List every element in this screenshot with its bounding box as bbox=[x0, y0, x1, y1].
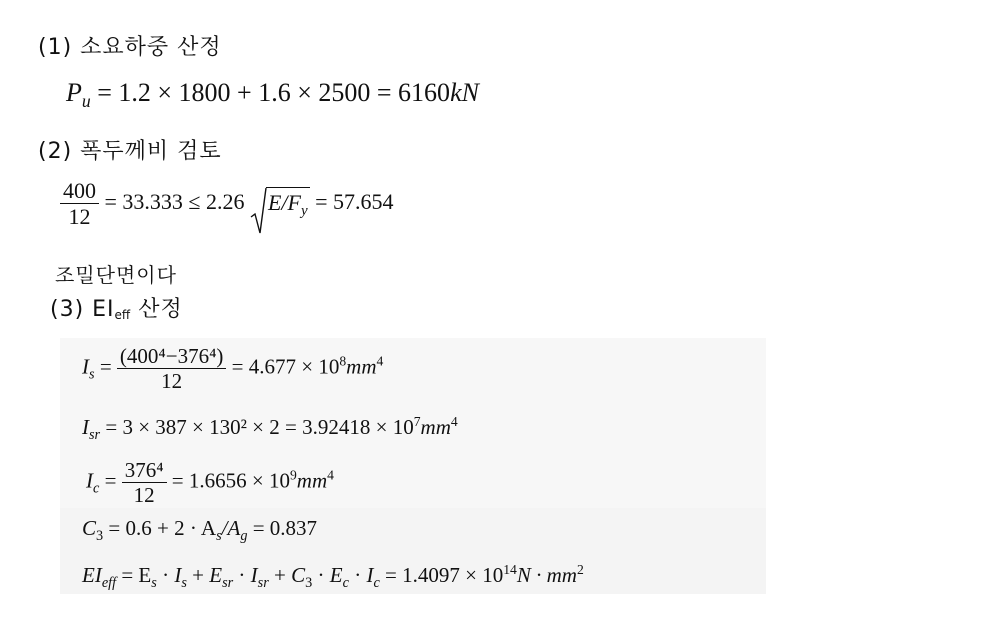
ic-numerator: 376⁴ bbox=[124, 458, 164, 482]
ei-value: = 1.4097 × 10 bbox=[379, 563, 504, 588]
ei-unit: N · mm bbox=[516, 563, 577, 588]
c3-divisor: /A bbox=[221, 516, 241, 540]
isr-value: = 3 × 387 × 130² × 2 = 3.92418 × 10 bbox=[100, 415, 414, 440]
c3-result: = 0.837 bbox=[247, 516, 318, 540]
is-value: = 4.677 × 10 bbox=[226, 354, 340, 379]
pu-expression: = 1.2 × 1800 + 1.6 × 2500 = 6160 bbox=[90, 78, 451, 107]
equation-c3: $C_3 = 0.6 + 2 \cdot A_s/A_g = 0.837$ bbox=[82, 516, 318, 544]
fraction-is bbox=[117, 344, 226, 393]
conclusion-compact-section: 조밀단면이다 bbox=[55, 263, 177, 287]
heading-width-thickness: (2) 폭두께비 검토 bbox=[38, 139, 222, 164]
pu-symbol: P bbox=[66, 78, 82, 107]
equation-width-thickness bbox=[60, 178, 394, 230]
ic-unit: mm bbox=[296, 468, 328, 493]
fraction-denominator: 12 bbox=[60, 203, 99, 229]
equation-ei-eff: $EI_{eff} = E_s \cdot I_s + E_{sr} \cdot I_{sr} + C_3 \cdot E_c \cdot I_c = 1.4097 \times 10^{14}N \cdot mm^2$ bbox=[82, 562, 584, 592]
is-denominator: 12 bbox=[117, 368, 226, 393]
is-unit: mm bbox=[346, 354, 377, 379]
ic-unit-exponent: 4 bbox=[327, 467, 334, 483]
sqrt-content: E/F bbox=[267, 190, 301, 216]
ei-unit-exponent: 2 bbox=[576, 562, 584, 577]
fraction-400-12 bbox=[60, 178, 99, 230]
isr-unit-exponent: 4 bbox=[450, 414, 458, 429]
ic-value: = 1.6656 × 10 bbox=[166, 468, 290, 493]
isr-unit: mm bbox=[420, 415, 451, 440]
equation-pu bbox=[66, 78, 479, 112]
equation-is: $I_s$ = $\frac{\text{(400⁴−376⁴)}}{12}$ = $4.677 \times 10^8mm^4$ bbox=[82, 344, 384, 394]
fraction-ic bbox=[122, 458, 167, 507]
sqrt-subscript: y bbox=[300, 203, 308, 220]
ei-exponent: 14 bbox=[503, 562, 517, 577]
c3-expression: = 0.6 + 2 · A bbox=[103, 516, 217, 540]
sqrt-e-fy bbox=[250, 187, 310, 220]
heading-ei-subscript: eff bbox=[114, 308, 131, 322]
pu-unit: kN bbox=[450, 78, 479, 107]
ei-expression-start: = E bbox=[116, 563, 152, 588]
heading-ei-prefix: (3) EI bbox=[50, 297, 115, 322]
ratio-expression: = 33.333 ≤ 2.26 bbox=[99, 188, 245, 214]
fraction-numerator: 400 bbox=[63, 178, 96, 203]
equation-ic: $I_c$ = $\frac{\text{376⁴}}{12}$ = $1.6656 \times 10^9mm^4$ bbox=[86, 458, 334, 508]
heading-ei-eff bbox=[50, 292, 183, 323]
radical-sign-icon bbox=[250, 187, 268, 235]
is-unit-exponent: 4 bbox=[376, 353, 384, 369]
heading-required-load: (1) 소요하중 산정 bbox=[38, 35, 222, 60]
ic-denominator: 12 bbox=[122, 482, 167, 507]
is-numerator: (400⁴−376⁴) bbox=[119, 344, 224, 368]
equation-isr: $I_{sr} = 3 \times 387 \times 130^2 \times 2 = 3.92418 \times 10^7mm^4$ bbox=[82, 414, 458, 444]
heading-ei-suffix: 산정 bbox=[130, 297, 183, 322]
is-exponent: 8 bbox=[339, 353, 347, 369]
pu-subscript: u bbox=[81, 91, 91, 112]
ratio-result: = 57.654 bbox=[309, 188, 394, 214]
ic-exponent: 9 bbox=[289, 467, 297, 483]
isr-exponent: 7 bbox=[413, 414, 421, 429]
